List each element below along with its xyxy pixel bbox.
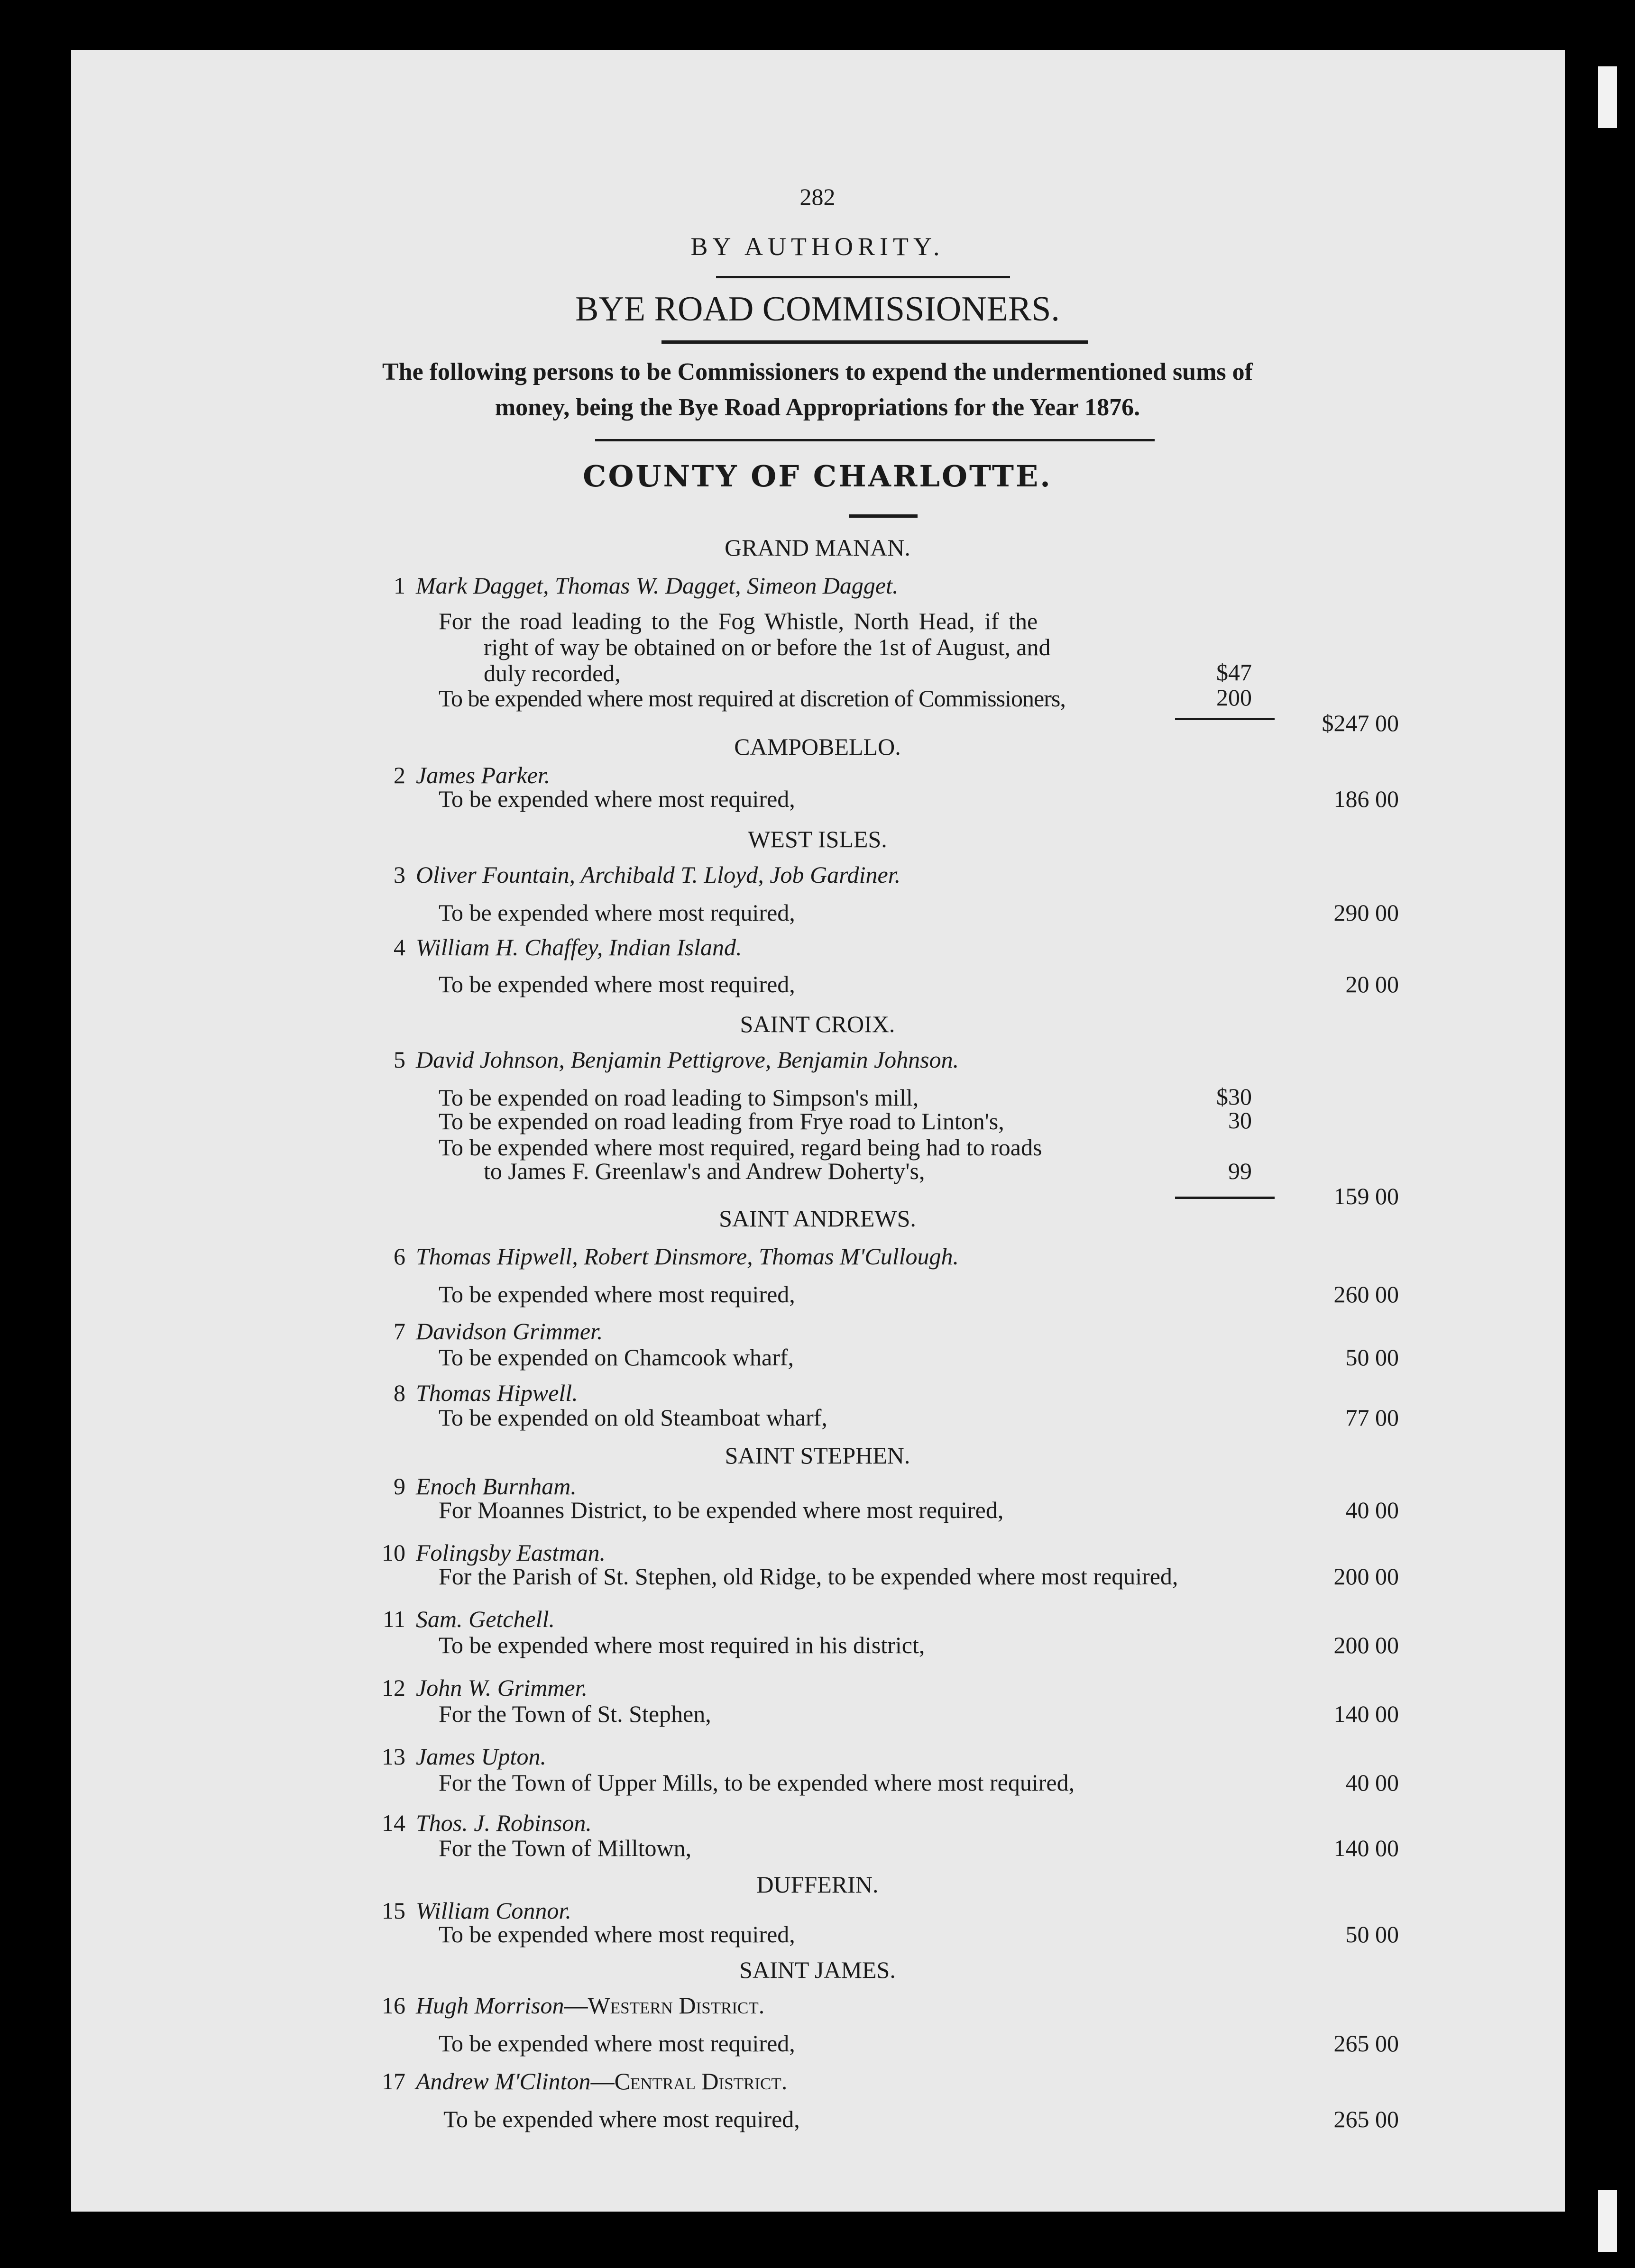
entry-10-names: 10 Folingsby Eastman. (382, 1539, 606, 1566)
entry-1-sub-1: $47 (1216, 659, 1252, 686)
entry-1-total: $247 00 (1322, 710, 1399, 736)
rule-intro (595, 439, 1155, 441)
entry-14-total: 140 00 (1333, 1835, 1399, 1861)
entry-1-line-2: right of way be obtained on or before the 1st of August, and (484, 634, 1051, 660)
entry-5-sub-3: 99 (1228, 1158, 1252, 1184)
entry-13-names: 13 James Upton. (382, 1743, 546, 1770)
intro-line-1: The following persons to be Commissioners to expend the undermentioned sums of (382, 358, 1253, 385)
entry-12-total: 140 00 (1333, 1701, 1399, 1727)
entry-13-line-1: For the Town of Upper Mills, to be expended where most required, (439, 1769, 1075, 1796)
entry-5-sub-2: 30 (1228, 1107, 1252, 1134)
entry-16-line-1: To be expended where most required, (439, 2030, 795, 2057)
entry-10-line-1: For the Parish of St. Stephen, old Ridge, to be expended where most required, (439, 1563, 1178, 1590)
entry-5-line-3: To be expended where most required, regard being had to roads (439, 1134, 1042, 1161)
entry-17-line-1: To be expended where most required, (443, 2106, 800, 2132)
entry-8-total: 77 00 (1345, 1404, 1399, 1431)
rule-title (661, 340, 1088, 344)
entry-17-total: 265 00 (1333, 2106, 1399, 2132)
rule-authority (716, 276, 1010, 278)
entry-10-total: 200 00 (1333, 1563, 1399, 1590)
page-number: 282 (799, 183, 836, 210)
county-heading: COUNTY OF CHARLOTTE. (583, 459, 1052, 494)
document-title: BYE ROAD COMMISSIONERS. (575, 290, 1060, 329)
entry-8-names: 8 Thomas Hipwell. (394, 1380, 578, 1406)
entry-15-total: 50 00 (1345, 1921, 1399, 1948)
section-saint-croix: SAINT CROIX. (740, 1011, 895, 1037)
entry-6-line-1: To be expended where most required, (439, 1281, 795, 1308)
entry-9-line-1: For Moannes District, to be expended where most required, (439, 1497, 1004, 1523)
entry-16-names: 16 Hugh Morrison—Western District. (382, 1992, 765, 2019)
entry-11-names: 11 Sam. Getchell. (382, 1606, 555, 1632)
entry-1-sub-2: 200 (1216, 684, 1252, 711)
entry-7-names: 7 Davidson Grimmer. (394, 1318, 603, 1344)
entry-12-line-1: For the Town of St. Stephen, (439, 1701, 711, 1727)
entry-5-line-2: To be expended on road leading from Frye road to Linton's, (439, 1108, 1004, 1134)
entry-14-line-1: For the Town of Milltown, (439, 1835, 692, 1861)
entry-14-names: 14 Thos. J. Robinson. (382, 1810, 592, 1836)
binding-tab-top (1598, 66, 1617, 128)
section-saint-james: SAINT JAMES. (739, 1957, 896, 1983)
entry-1-line-1: For the road leading to the Fog Whistle, North Head, if the (439, 608, 1038, 634)
binding-tab-bottom (1598, 2190, 1617, 2252)
entry-17-names: 17 Andrew M'Clinton—Central District. (382, 2068, 788, 2094)
entry-9-names: 9 Enoch Burnham. (394, 1473, 577, 1500)
entry-5-total: 159 00 (1333, 1183, 1399, 1209)
entry-13-total: 40 00 (1345, 1769, 1399, 1796)
entry-4-names: 4 William H. Chaffey, Indian Island. (394, 934, 742, 960)
authority-line: BY AUTHORITY. (690, 232, 945, 261)
entry-2-total: 186 00 (1333, 786, 1399, 812)
section-saint-stephen: SAINT STEPHEN. (725, 1442, 910, 1469)
entry-15-line-1: To be expended where most required, (439, 1921, 795, 1948)
entry-6-total: 260 00 (1333, 1281, 1399, 1308)
intro-line-2: money, being the Bye Road Appropriations for the Year 1876. (495, 394, 1140, 421)
entry-3-names: 3 Oliver Fountain, Archibald T. Lloyd, Job Gardiner. (394, 861, 901, 888)
entry-4-line-1: To be expended where most required, (439, 971, 795, 997)
entry-3-total: 290 00 (1333, 899, 1399, 926)
entry-5-sub-1: $30 (1216, 1083, 1252, 1110)
entry-1-names: 1 Mark Dagget, Thomas W. Dagget, Simeon Dagget. (394, 572, 899, 599)
entry-9-total: 40 00 (1345, 1497, 1399, 1523)
entry-1-line-4: To be expended where most required at discretion of Commissioners, (439, 685, 1066, 712)
entry-5-names: 5 David Johnson, Benjamin Pettigrove, Benjamin Johnson. (394, 1046, 959, 1073)
entry-5-line-1: To be expended on road leading to Simpson's mill, (439, 1084, 919, 1111)
entry-11-total: 200 00 (1333, 1632, 1399, 1658)
entry-11-line-1: To be expended where most required in his district, (439, 1632, 925, 1658)
rule-county (849, 514, 918, 518)
section-dufferin: DUFFERIN. (756, 1871, 879, 1898)
entry-2-line-1: To be expended where most required, (439, 786, 795, 812)
section-grand-manan: GRAND MANAN. (725, 534, 910, 561)
entry-15-names: 15 William Connor. (382, 1897, 571, 1924)
entry-7-total: 50 00 (1345, 1344, 1399, 1371)
entry-12-names: 12 John W. Grimmer. (382, 1674, 588, 1701)
section-campobello: CAMPOBELLO. (734, 733, 901, 760)
section-west-isles: WEST ISLES. (748, 826, 887, 852)
entry-1-line-3: duly recorded, (484, 660, 621, 686)
entry-7-line-1: To be expended on Chamcook wharf, (439, 1344, 794, 1371)
entry-8-line-1: To be expended on old Steamboat wharf, (439, 1404, 827, 1431)
entry-4-total: 20 00 (1345, 971, 1399, 997)
entry-5-line-4: to James F. Greenlaw's and Andrew Doherty's, (484, 1158, 925, 1184)
section-saint-andrews: SAINT ANDREWS. (719, 1205, 916, 1232)
entry-6-names: 6 Thomas Hipwell, Robert Dinsmore, Thomas M'Cullough. (394, 1243, 959, 1270)
entry-2-names: 2 James Parker. (394, 762, 551, 788)
entry-3-line-1: To be expended where most required, (439, 899, 795, 926)
entry-16-total: 265 00 (1333, 2030, 1399, 2057)
